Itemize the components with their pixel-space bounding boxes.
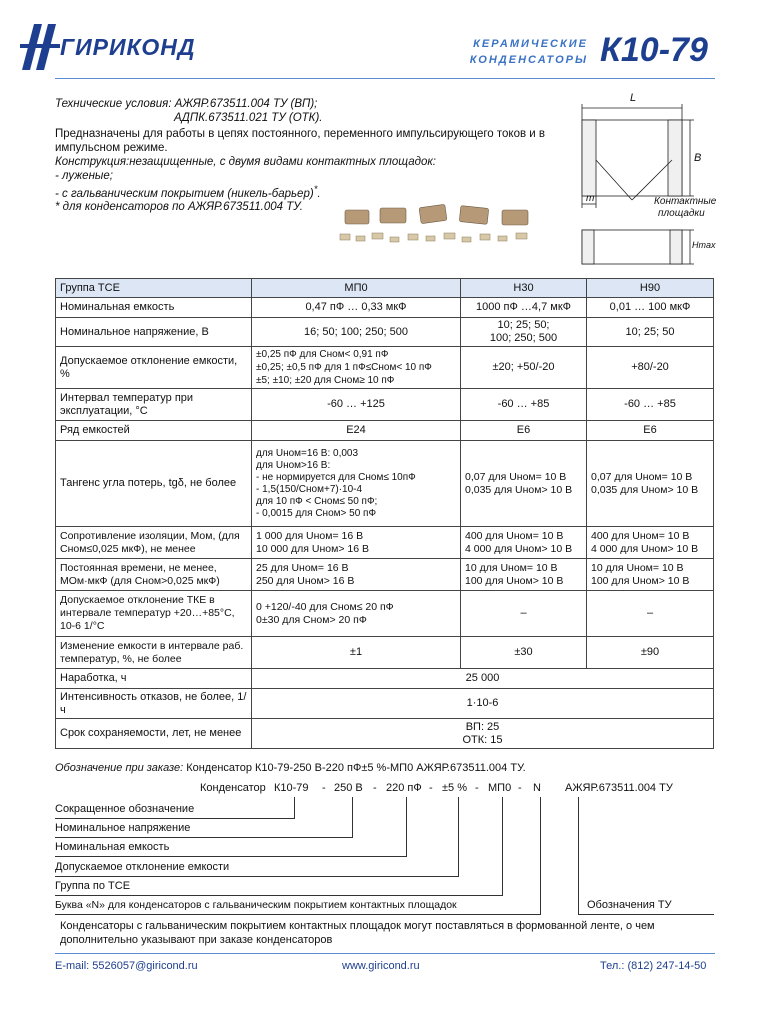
value-cell: 10; 25; 50 xyxy=(587,318,714,347)
connector-line xyxy=(55,818,295,819)
value-cell: 1 000 для Uном= 16 В 10 000 для Uном> 16 В xyxy=(252,527,461,559)
dim-H: Hmax xyxy=(692,240,716,250)
tu-label: Обозначения ТУ xyxy=(587,899,672,911)
footer-email[interactable]: E-mail: 5526057@giricond.ru xyxy=(55,960,198,972)
tech-value-1: АЖЯР.673511.004 ТУ (ВП); xyxy=(174,98,318,110)
logo-mark-icon xyxy=(20,24,60,70)
order-part: К10-79 xyxy=(274,782,309,794)
legend-item: Номинальная емкость xyxy=(55,841,170,853)
connector-line xyxy=(502,797,503,896)
value-cell: 16; 50; 100; 250; 500 xyxy=(252,318,461,347)
connector-line xyxy=(406,797,407,857)
header-cell: Н30 xyxy=(461,279,587,298)
legend-item: Допускаемое отклонение емкости xyxy=(55,861,230,873)
connector-line xyxy=(458,797,459,877)
legend-item: Сокращенное обозначение xyxy=(55,803,195,815)
param-name: Ряд емкостей xyxy=(56,421,252,441)
table-row xyxy=(56,559,714,591)
value-cell: 400 для Uном= 10 В 4 000 для Uном> 10 В xyxy=(587,527,714,559)
value-cell: 0,07 для Uном= 10 В 0,035 для Uном> 10 В xyxy=(461,441,587,527)
value-cell: 1000 пФ …4,7 мкФ xyxy=(461,298,587,318)
pads-label-2: площадки xyxy=(658,208,705,219)
table-header-row xyxy=(56,279,714,298)
value-cell: 1·10-6 xyxy=(252,689,714,719)
table-row xyxy=(56,298,714,318)
order-example xyxy=(55,762,526,774)
value-cell: 0,01 … 100 мкФ xyxy=(587,298,714,318)
connector-line xyxy=(55,856,407,857)
table-row xyxy=(56,637,714,669)
param-name: Срок сохраняемости, лет, не менее xyxy=(56,719,252,749)
legend-item: Буква «N» для конденсаторов с гальваническим покрытием контактных площадок xyxy=(55,899,457,911)
param-name: Интервал температур при эксплуатации, °С xyxy=(56,389,252,421)
pads-label-1: Контактные xyxy=(654,196,717,207)
construction-label: Конструкция: xyxy=(55,156,130,168)
spec-table xyxy=(55,278,714,749)
construction-value: незащищенные, с двумя видами контактных площадок: xyxy=(129,156,436,168)
value-cell: ±0,25 пФ для Сном< 0,91 пФ ±0,25; ±0,5 пФ для 1 пФ≤Сном< 10 пФ ±5; ±10; ±20 для Сном≥ 10 пФ xyxy=(252,347,461,389)
value-cell: для Uном=16 В: 0,003 для Uном>16 В: - не нормируется для Сном≤ 10пФ - 1,5(150/Сном+7)·10-4 для 10 пФ < Сном≤ 50 пФ; - 0,0015 для Сном> 50 пФ xyxy=(252,441,461,527)
table-row xyxy=(56,347,714,389)
tech-label: Технические условия: xyxy=(55,98,172,110)
value-cell: 10; 25; 50; 100; 250; 500 xyxy=(461,318,587,347)
header-divider xyxy=(55,78,715,79)
order-prefix: Конденсатор xyxy=(200,782,266,794)
variant-1: - луженые; xyxy=(55,169,113,182)
value-cell: ±30 xyxy=(461,637,587,669)
param-name: Сопротивление изоляции, Мом, (для Сном≤0,025 мкФ), не менее xyxy=(56,527,252,559)
order-dash: - xyxy=(322,782,326,794)
value-cell: – xyxy=(461,591,587,637)
product-photo xyxy=(330,200,540,252)
value-cell: -60 … +85 xyxy=(461,389,587,421)
table-row xyxy=(56,591,714,637)
header-subtitle-2: КОНДЕНСАТОРЫ xyxy=(469,54,588,66)
order-part: 250 В xyxy=(334,782,363,794)
tech-conditions xyxy=(55,98,575,125)
header-cell: Группа ТСЕ xyxy=(56,279,252,298)
table-row xyxy=(56,318,714,347)
order-part: 220 пФ xyxy=(386,782,422,794)
logo xyxy=(20,24,60,70)
table-row xyxy=(56,441,714,527)
value-cell: Е6 xyxy=(461,421,587,441)
dim-B: B xyxy=(694,152,702,164)
param-name: Постоянная времени, не менее, МОм·мкФ (для Сном>0,025 мкФ) xyxy=(56,559,252,591)
order-part: МП0 xyxy=(488,782,512,794)
variant-2-sup: * xyxy=(313,184,318,195)
param-name: Изменение емкости в интервале раб. температур, %, не более xyxy=(56,637,252,669)
param-name: Номинальное напряжение, В xyxy=(56,318,252,347)
table-row xyxy=(56,669,714,689)
footer-website[interactable]: www.giricond.ru xyxy=(342,960,420,972)
footer-phone: Тел.: (812) 247-14-50 xyxy=(600,960,707,972)
order-part: ±5 % xyxy=(442,782,467,794)
header-cell: Н90 xyxy=(587,279,714,298)
value-cell: Е24 xyxy=(252,421,461,441)
construction: Конструкция:незащищенные, с двумя видами контактных площадок: - луженые; - с гальваническим покрытием (никель-барьер)*. * для конденсаторов по АЖЯР.673511.004 ТУ. xyxy=(55,156,436,214)
param-name: Наработка, ч xyxy=(56,669,252,689)
value-cell: Е6 xyxy=(587,421,714,441)
table-row xyxy=(56,421,714,441)
dimension-drawing xyxy=(572,92,717,275)
value-cell: 0,07 для Uном= 10 В 0,035 для Uном> 10 В xyxy=(587,441,714,527)
dim-m: m xyxy=(586,193,595,204)
value-cell: – xyxy=(587,591,714,637)
order-dash: - xyxy=(475,782,479,794)
order-part: АЖЯР.673511.004 ТУ xyxy=(565,782,673,794)
order-part: N xyxy=(533,782,541,794)
connector-line xyxy=(578,797,579,915)
order-note: Конденсаторы с гальваническим покрытием контактных площадок могут поставляться в формованной ленте, о чем дополнительно указывают при заказе конденсаторов xyxy=(60,920,655,946)
value-cell: ±20; +50/-20 xyxy=(461,347,587,389)
purpose-text: Предназначены для работы в цепях постоянного, переменного импульсирующего токов и в импульсном режиме. xyxy=(55,128,546,154)
value-cell: 400 для Uном= 10 В 4 000 для Uном> 10 В xyxy=(461,527,587,559)
tech-value-2: АДПК.673511.021 ТУ (ОТК). xyxy=(174,111,323,124)
table-row xyxy=(56,719,714,749)
footnote: * для конденсаторов по АЖЯР.673511.004 ТУ. xyxy=(55,201,303,214)
order-label: Обозначение при заказе: xyxy=(55,762,184,774)
legend-item: Номинальное напряжение xyxy=(55,822,191,834)
value-cell: 0 +120/-40 для Сном≤ 20 пФ 0±30 для Сном> 20 пФ xyxy=(252,591,461,637)
page-title: К10-79 xyxy=(600,31,708,69)
param-name: Номинальная емкость xyxy=(56,298,252,318)
table-row xyxy=(56,527,714,559)
header-cell: МП0 xyxy=(252,279,461,298)
value-cell: 25 для Uном= 16 В 250 для Uном> 16 В xyxy=(252,559,461,591)
variant-2: - с гальваническим покрытием (никель-барьер) xyxy=(55,187,314,200)
value-cell: ±90 xyxy=(587,637,714,669)
connector-line xyxy=(352,797,353,838)
table-row xyxy=(56,689,714,719)
logo-text: ГИРИКОНД xyxy=(60,34,196,60)
value-cell: 0,47 пФ … 0,33 мкФ xyxy=(252,298,461,318)
param-name: Допускаемое отклонение емкости, % xyxy=(56,347,252,389)
value-cell: ±1 xyxy=(252,637,461,669)
value-cell: -60 … +85 xyxy=(587,389,714,421)
header-subtitle-1: КЕРАМИЧЕСКИЕ xyxy=(473,38,588,50)
connector-line xyxy=(540,797,541,915)
order-dash: - xyxy=(429,782,433,794)
value-cell: -60 … +125 xyxy=(252,389,461,421)
value-cell: 10 для Uном= 10 В 100 для Uном> 10 В xyxy=(587,559,714,591)
param-name: Интенсивность отказов, не более, 1/ч xyxy=(56,689,252,719)
value-cell: 10 для Uном= 10 В 100 для Uном> 10 В xyxy=(461,559,587,591)
connector-line xyxy=(55,914,541,915)
order-dash: - xyxy=(518,782,522,794)
order-example-text: Конденсатор К10-79-250 В-220 пФ±5 %-МП0 АЖЯР.673511.004 ТУ. xyxy=(186,762,526,774)
footer-divider xyxy=(55,953,715,954)
value-cell: ВП: 25 ОТК: 15 xyxy=(252,719,714,749)
connector-line xyxy=(294,797,295,819)
dim-L: L xyxy=(630,92,637,104)
table-row xyxy=(56,389,714,421)
param-name: Тангенс угла потерь, tgδ, не более xyxy=(56,441,252,527)
connector-line xyxy=(55,837,353,838)
value-cell: 25 000 xyxy=(252,669,714,689)
connector-line xyxy=(55,895,503,896)
value-cell: +80/-20 xyxy=(587,347,714,389)
order-dash: - xyxy=(373,782,377,794)
connector-line xyxy=(578,914,714,915)
param-name: Допускаемое отклонение ТКЕ в интервале температур +20…+85°С, 10-6 1/°С xyxy=(56,591,252,637)
legend-item: Группа по ТСЕ xyxy=(55,880,131,892)
connector-line xyxy=(55,876,459,877)
